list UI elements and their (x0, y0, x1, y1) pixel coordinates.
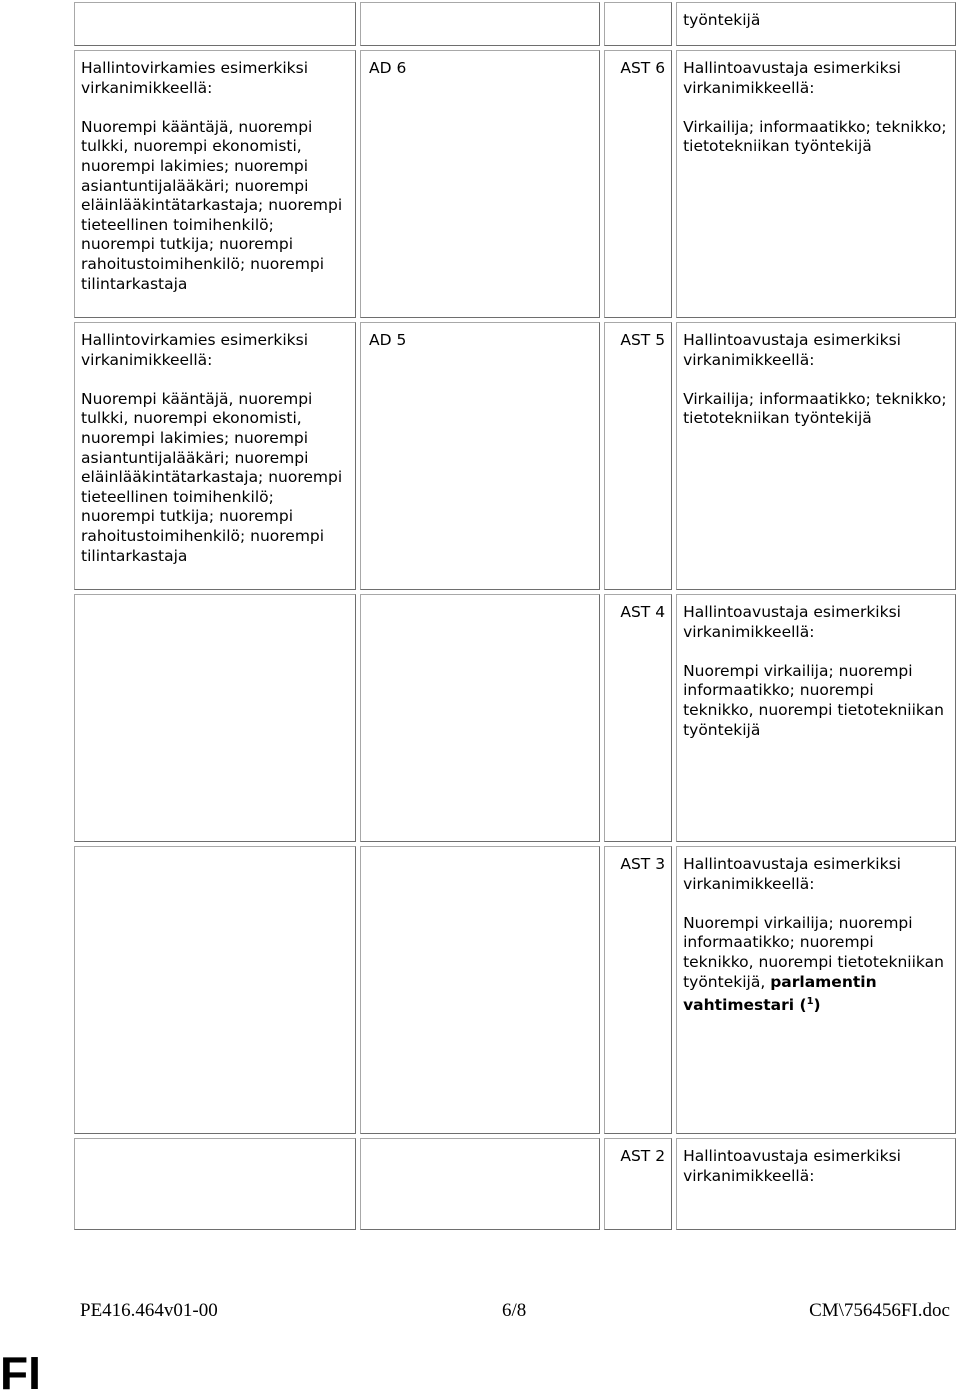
col4-list: Virkailija; informaatikko; teknikko; tietotekniikan työntekijä (683, 389, 947, 428)
cell-ad (360, 1138, 600, 1230)
cell-ad (360, 846, 600, 1134)
cell-col4 (676, 2, 956, 46)
cell-col4 (676, 846, 956, 1134)
col4-heading: Hallintoavustaja esimerkiksi virkanimikkeellä: (683, 603, 901, 641)
col1-list: Nuorempi kääntäjä, nuorempi tulkki, nuorempi ekonomisti, nuorempi lakimies; nuorempi asiantuntijalääkäri; nuorempi eläinlääkintätarkastaja; nuorempi tieteellinen toimihenkilö; nuorempi tutkija; nuorempi rahoitustoimihenkilö; nuorempi tilintarkastaja (81, 117, 343, 293)
footnote-marker: 1 (806, 996, 814, 1008)
cell-ast (604, 846, 672, 1134)
table-row (74, 1138, 956, 1230)
cell-col1 (74, 594, 356, 842)
col4-heading: Hallintoavustaja esimerkiksi virkanimikkeellä: (683, 59, 901, 97)
cell-col4 (676, 50, 956, 318)
col1-heading: Hallintovirkamies esimerkiksi virkanimikkeellä: (81, 59, 309, 97)
table-row (74, 594, 956, 842)
cell-ad (360, 322, 600, 590)
table-row (74, 2, 956, 46)
ast-grade: AST 5 (620, 331, 666, 349)
col4-bold-text: parlamentin vahtimestari ( (683, 972, 877, 1015)
cell-col4 (676, 1138, 956, 1230)
table-row (74, 50, 956, 318)
cell-ad (360, 50, 600, 318)
ast-grade: AST 2 (620, 1147, 666, 1165)
col4-heading: työntekijä (683, 11, 761, 29)
col4-list: Nuorempi virkailija; nuorempi informaatikko; nuorempi teknikko, nuorempi tietotekniikan työntekijä (683, 661, 944, 739)
cell-col4 (676, 322, 956, 590)
cell-ast (604, 50, 672, 318)
footer-document-id: CM\756456FI.doc (809, 1300, 950, 1321)
table-row (74, 846, 956, 1134)
col4-list: Virkailija; informaatikko; teknikko; tietotekniikan työntekijä (683, 117, 947, 156)
ast-grade: AST 4 (620, 603, 666, 621)
cell-col1 (74, 846, 356, 1134)
footer-page-number: 6/8 (502, 1300, 527, 1321)
ast-grade: AST 3 (620, 855, 666, 873)
cell-col1 (74, 2, 356, 46)
col1-heading: Hallintovirkamies esimerkiksi virkanimikkeellä: (81, 331, 309, 369)
cell-col1 (74, 50, 356, 318)
table-row (74, 322, 956, 590)
ad-grade: AD 5 (368, 331, 407, 349)
cell-ad (360, 2, 600, 46)
col4-heading: Hallintoavustaja esimerkiksi virkanimikkeellä: (683, 331, 901, 369)
cell-ast (604, 322, 672, 590)
col4-heading: Hallintoavustaja esimerkiksi virkanimikkeellä: (683, 1147, 901, 1185)
col4-heading: Hallintoavustaja esimerkiksi virkanimikkeellä: (683, 855, 901, 893)
footer-reference: PE416.464v01-00 (80, 1300, 218, 1321)
col4-list: Nuorempi virkailija; nuorempi informaatikko; nuorempi teknikko, nuorempi tietotekniikan työntekijä, (683, 913, 944, 991)
grades-table (70, 0, 960, 1234)
cell-col1 (74, 1138, 356, 1230)
ad-grade: AD 6 (368, 59, 407, 77)
col1-list: Nuorempi kääntäjä, nuorempi tulkki, nuorempi ekonomisti, nuorempi lakimies; nuorempi asiantuntijalääkäri; nuorempi eläinlääkintätarkastaja; nuorempi tieteellinen toimihenkilö; nuorempi tutkija; nuorempi rahoitustoimihenkilö; nuorempi tilintarkastaja (81, 389, 343, 565)
cell-ast (604, 2, 672, 46)
cell-ast (604, 1138, 672, 1230)
ast-grade: AST 6 (620, 59, 666, 77)
cell-ast (604, 594, 672, 842)
cell-col4 (676, 594, 956, 842)
cell-col1 (74, 322, 356, 590)
cell-ad (360, 594, 600, 842)
col4-bold-end: ) (813, 996, 821, 1015)
language-code: FI (0, 1347, 41, 1399)
